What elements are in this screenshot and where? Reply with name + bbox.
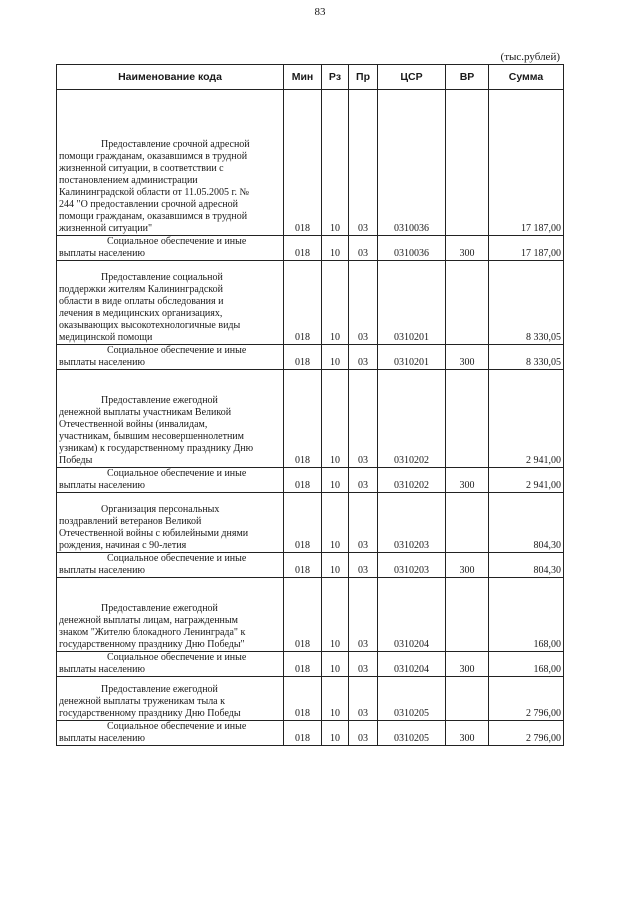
- cell-name: [57, 493, 284, 553]
- name-line: Социальное обеспечение и иные: [107, 345, 247, 356]
- name-line: лечения в медицинских организациях,: [59, 308, 223, 319]
- name-line: Предоставление социальной: [101, 272, 223, 283]
- cell-pr: 03: [349, 345, 378, 370]
- units-label: (тыс.рублей): [500, 51, 560, 63]
- budget-table: [56, 64, 564, 746]
- header-name: Наименование кода: [57, 65, 284, 90]
- cell-csr: 0310204: [378, 652, 446, 677]
- name-line: медицинской помощи: [59, 332, 153, 343]
- cell-vr: 300: [446, 553, 489, 578]
- cell-rz: 10: [322, 370, 349, 468]
- name-line: выплаты населению: [59, 480, 145, 491]
- cell-vr: [446, 370, 489, 468]
- cell-pr: 03: [349, 493, 378, 553]
- cell-name: [57, 236, 284, 261]
- cell-csr: 0310203: [378, 493, 446, 553]
- name-line: поздравлений ветеранов Великой: [59, 516, 202, 527]
- name-line: Отечественной войны (инвалидам,: [59, 419, 208, 430]
- header-sum: Сумма: [489, 65, 564, 90]
- cell-pr: 03: [349, 721, 378, 746]
- cell-vr: [446, 261, 489, 345]
- cell-rz: 10: [322, 677, 349, 721]
- name-line: области в виде оплаты обследования и: [59, 296, 224, 307]
- cell-vr: [446, 90, 489, 236]
- name-line: государственному празднику Дню Победы: [59, 708, 241, 719]
- name-line: Социальное обеспечение и иные: [107, 236, 247, 247]
- name-line: помощи гражданам, оказавшимся в трудной: [59, 151, 248, 162]
- cell-name: [57, 345, 284, 370]
- cell-sum: 8 330,05: [489, 345, 564, 370]
- cell-min: 018: [284, 90, 322, 236]
- table-row: [57, 90, 564, 236]
- table-row: [57, 236, 564, 261]
- name-line: денежной выплаты участникам Великой: [59, 407, 232, 418]
- cell-csr: 0310205: [378, 677, 446, 721]
- name-line: денежной выплаты лицам, награжденным: [59, 615, 238, 626]
- cell-min: 018: [284, 652, 322, 677]
- header-pr: Пр: [349, 65, 378, 90]
- table-row: [57, 370, 564, 468]
- name-line: выплаты населению: [59, 565, 145, 576]
- cell-name: [57, 677, 284, 721]
- cell-min: 018: [284, 677, 322, 721]
- cell-vr: 300: [446, 345, 489, 370]
- cell-rz: 10: [322, 553, 349, 578]
- cell-min: 018: [284, 721, 322, 746]
- name-line: денежной выплаты труженикам тыла к: [59, 696, 225, 707]
- cell-sum: 2 941,00: [489, 370, 564, 468]
- cell-rz: 10: [322, 652, 349, 677]
- cell-csr: 0310036: [378, 236, 446, 261]
- cell-pr: 03: [349, 468, 378, 493]
- cell-sum: 804,30: [489, 553, 564, 578]
- cell-vr: 300: [446, 652, 489, 677]
- name-line: жизненной ситуации, в соответствии с: [59, 163, 224, 174]
- name-line: Предоставление ежегодной: [101, 603, 218, 614]
- cell-csr: 0310204: [378, 578, 446, 652]
- name-line: оказывающих высокотехнологичные виды: [59, 320, 241, 331]
- name-line: выплаты населению: [59, 664, 145, 675]
- cell-csr: 0310205: [378, 721, 446, 746]
- cell-pr: 03: [349, 90, 378, 236]
- cell-min: 018: [284, 261, 322, 345]
- cell-name: [57, 721, 284, 746]
- cell-vr: 300: [446, 236, 489, 261]
- name-line: знаком "Жителю блокадного Ленинграда" к: [59, 627, 246, 638]
- cell-csr: 0310036: [378, 90, 446, 236]
- name-line: выплаты населению: [59, 357, 145, 368]
- table-row: [57, 578, 564, 652]
- table-row: [57, 345, 564, 370]
- name-line: государственному празднику Дню Победы": [59, 639, 245, 650]
- name-line: рождения, начиная с 90-летия: [59, 540, 187, 551]
- cell-pr: 03: [349, 553, 378, 578]
- cell-sum: 17 187,00: [489, 90, 564, 236]
- cell-rz: 10: [322, 90, 349, 236]
- header-min: Мин: [284, 65, 322, 90]
- cell-name: [57, 370, 284, 468]
- cell-vr: [446, 493, 489, 553]
- cell-name: [57, 468, 284, 493]
- header-vr: ВР: [446, 65, 489, 90]
- name-line: Предоставление ежегодной: [101, 684, 218, 695]
- table-row: [57, 261, 564, 345]
- cell-min: 018: [284, 578, 322, 652]
- cell-sum: 8 330,05: [489, 261, 564, 345]
- name-line: выплаты населению: [59, 248, 145, 259]
- cell-pr: 03: [349, 261, 378, 345]
- cell-csr: 0310202: [378, 468, 446, 493]
- name-line: Социальное обеспечение и иные: [107, 468, 247, 479]
- cell-rz: 10: [322, 468, 349, 493]
- cell-vr: [446, 677, 489, 721]
- cell-vr: 300: [446, 468, 489, 493]
- cell-csr: 0310202: [378, 370, 446, 468]
- name-line: Предоставление срочной адресной: [101, 139, 250, 150]
- cell-min: 018: [284, 468, 322, 493]
- table-row: [57, 721, 564, 746]
- cell-csr: 0310203: [378, 553, 446, 578]
- name-line: постановлением администрации: [59, 175, 198, 186]
- cell-pr: 03: [349, 370, 378, 468]
- cell-pr: 03: [349, 652, 378, 677]
- cell-pr: 03: [349, 578, 378, 652]
- page-number: 83: [314, 6, 326, 18]
- cell-name: [57, 578, 284, 652]
- cell-rz: 10: [322, 261, 349, 345]
- cell-rz: 10: [322, 236, 349, 261]
- cell-name: [57, 261, 284, 345]
- table-header-row: [57, 65, 564, 90]
- cell-pr: 03: [349, 236, 378, 261]
- cell-min: 018: [284, 345, 322, 370]
- name-line: поддержки жителям Калининградской: [59, 284, 224, 295]
- name-line: жизненной ситуации": [59, 223, 153, 234]
- cell-min: 018: [284, 236, 322, 261]
- name-line: Социальное обеспечение и иные: [107, 553, 247, 564]
- cell-name: [57, 90, 284, 236]
- cell-rz: 10: [322, 345, 349, 370]
- name-line: Победы: [59, 455, 93, 466]
- cell-sum: 168,00: [489, 652, 564, 677]
- table-row: [57, 493, 564, 553]
- name-line: Предоставление ежегодной: [101, 395, 218, 406]
- name-line: Социальное обеспечение и иные: [107, 721, 247, 732]
- cell-min: 018: [284, 493, 322, 553]
- cell-min: 018: [284, 553, 322, 578]
- name-line: выплаты населению: [59, 733, 145, 744]
- cell-rz: 10: [322, 721, 349, 746]
- cell-pr: 03: [349, 677, 378, 721]
- name-line: Организация персональных: [101, 504, 220, 515]
- header-rz: Рз: [322, 65, 349, 90]
- cell-name: [57, 652, 284, 677]
- cell-csr: 0310201: [378, 261, 446, 345]
- name-line: участникам, бывшим несовершеннолетним: [59, 431, 244, 442]
- table-row: [57, 553, 564, 578]
- table-row: [57, 677, 564, 721]
- cell-rz: 10: [322, 493, 349, 553]
- name-line: Социальное обеспечение и иные: [107, 652, 247, 663]
- cell-rz: 10: [322, 578, 349, 652]
- name-line: узникам) к государственному празднику Дню: [59, 443, 254, 454]
- cell-sum: 17 187,00: [489, 236, 564, 261]
- cell-sum: 168,00: [489, 578, 564, 652]
- cell-sum: 2 796,00: [489, 721, 564, 746]
- cell-sum: 2 941,00: [489, 468, 564, 493]
- cell-min: 018: [284, 370, 322, 468]
- name-line: Калининградской области от 11.05.2005 г. №: [59, 187, 250, 198]
- table-row: [57, 468, 564, 493]
- header-csr: ЦСР: [378, 65, 446, 90]
- name-line: помощи гражданам, оказавшимся в трудной: [59, 211, 248, 222]
- cell-name: [57, 553, 284, 578]
- name-line: Отечественной войны с юбилейными днями: [59, 528, 249, 539]
- name-line: 244 "О предоставлении срочной адресной: [59, 199, 239, 210]
- cell-csr: 0310201: [378, 345, 446, 370]
- table-row: [57, 652, 564, 677]
- cell-sum: 804,30: [489, 493, 564, 553]
- cell-sum: 2 796,00: [489, 677, 564, 721]
- cell-vr: 300: [446, 721, 489, 746]
- cell-vr: [446, 578, 489, 652]
